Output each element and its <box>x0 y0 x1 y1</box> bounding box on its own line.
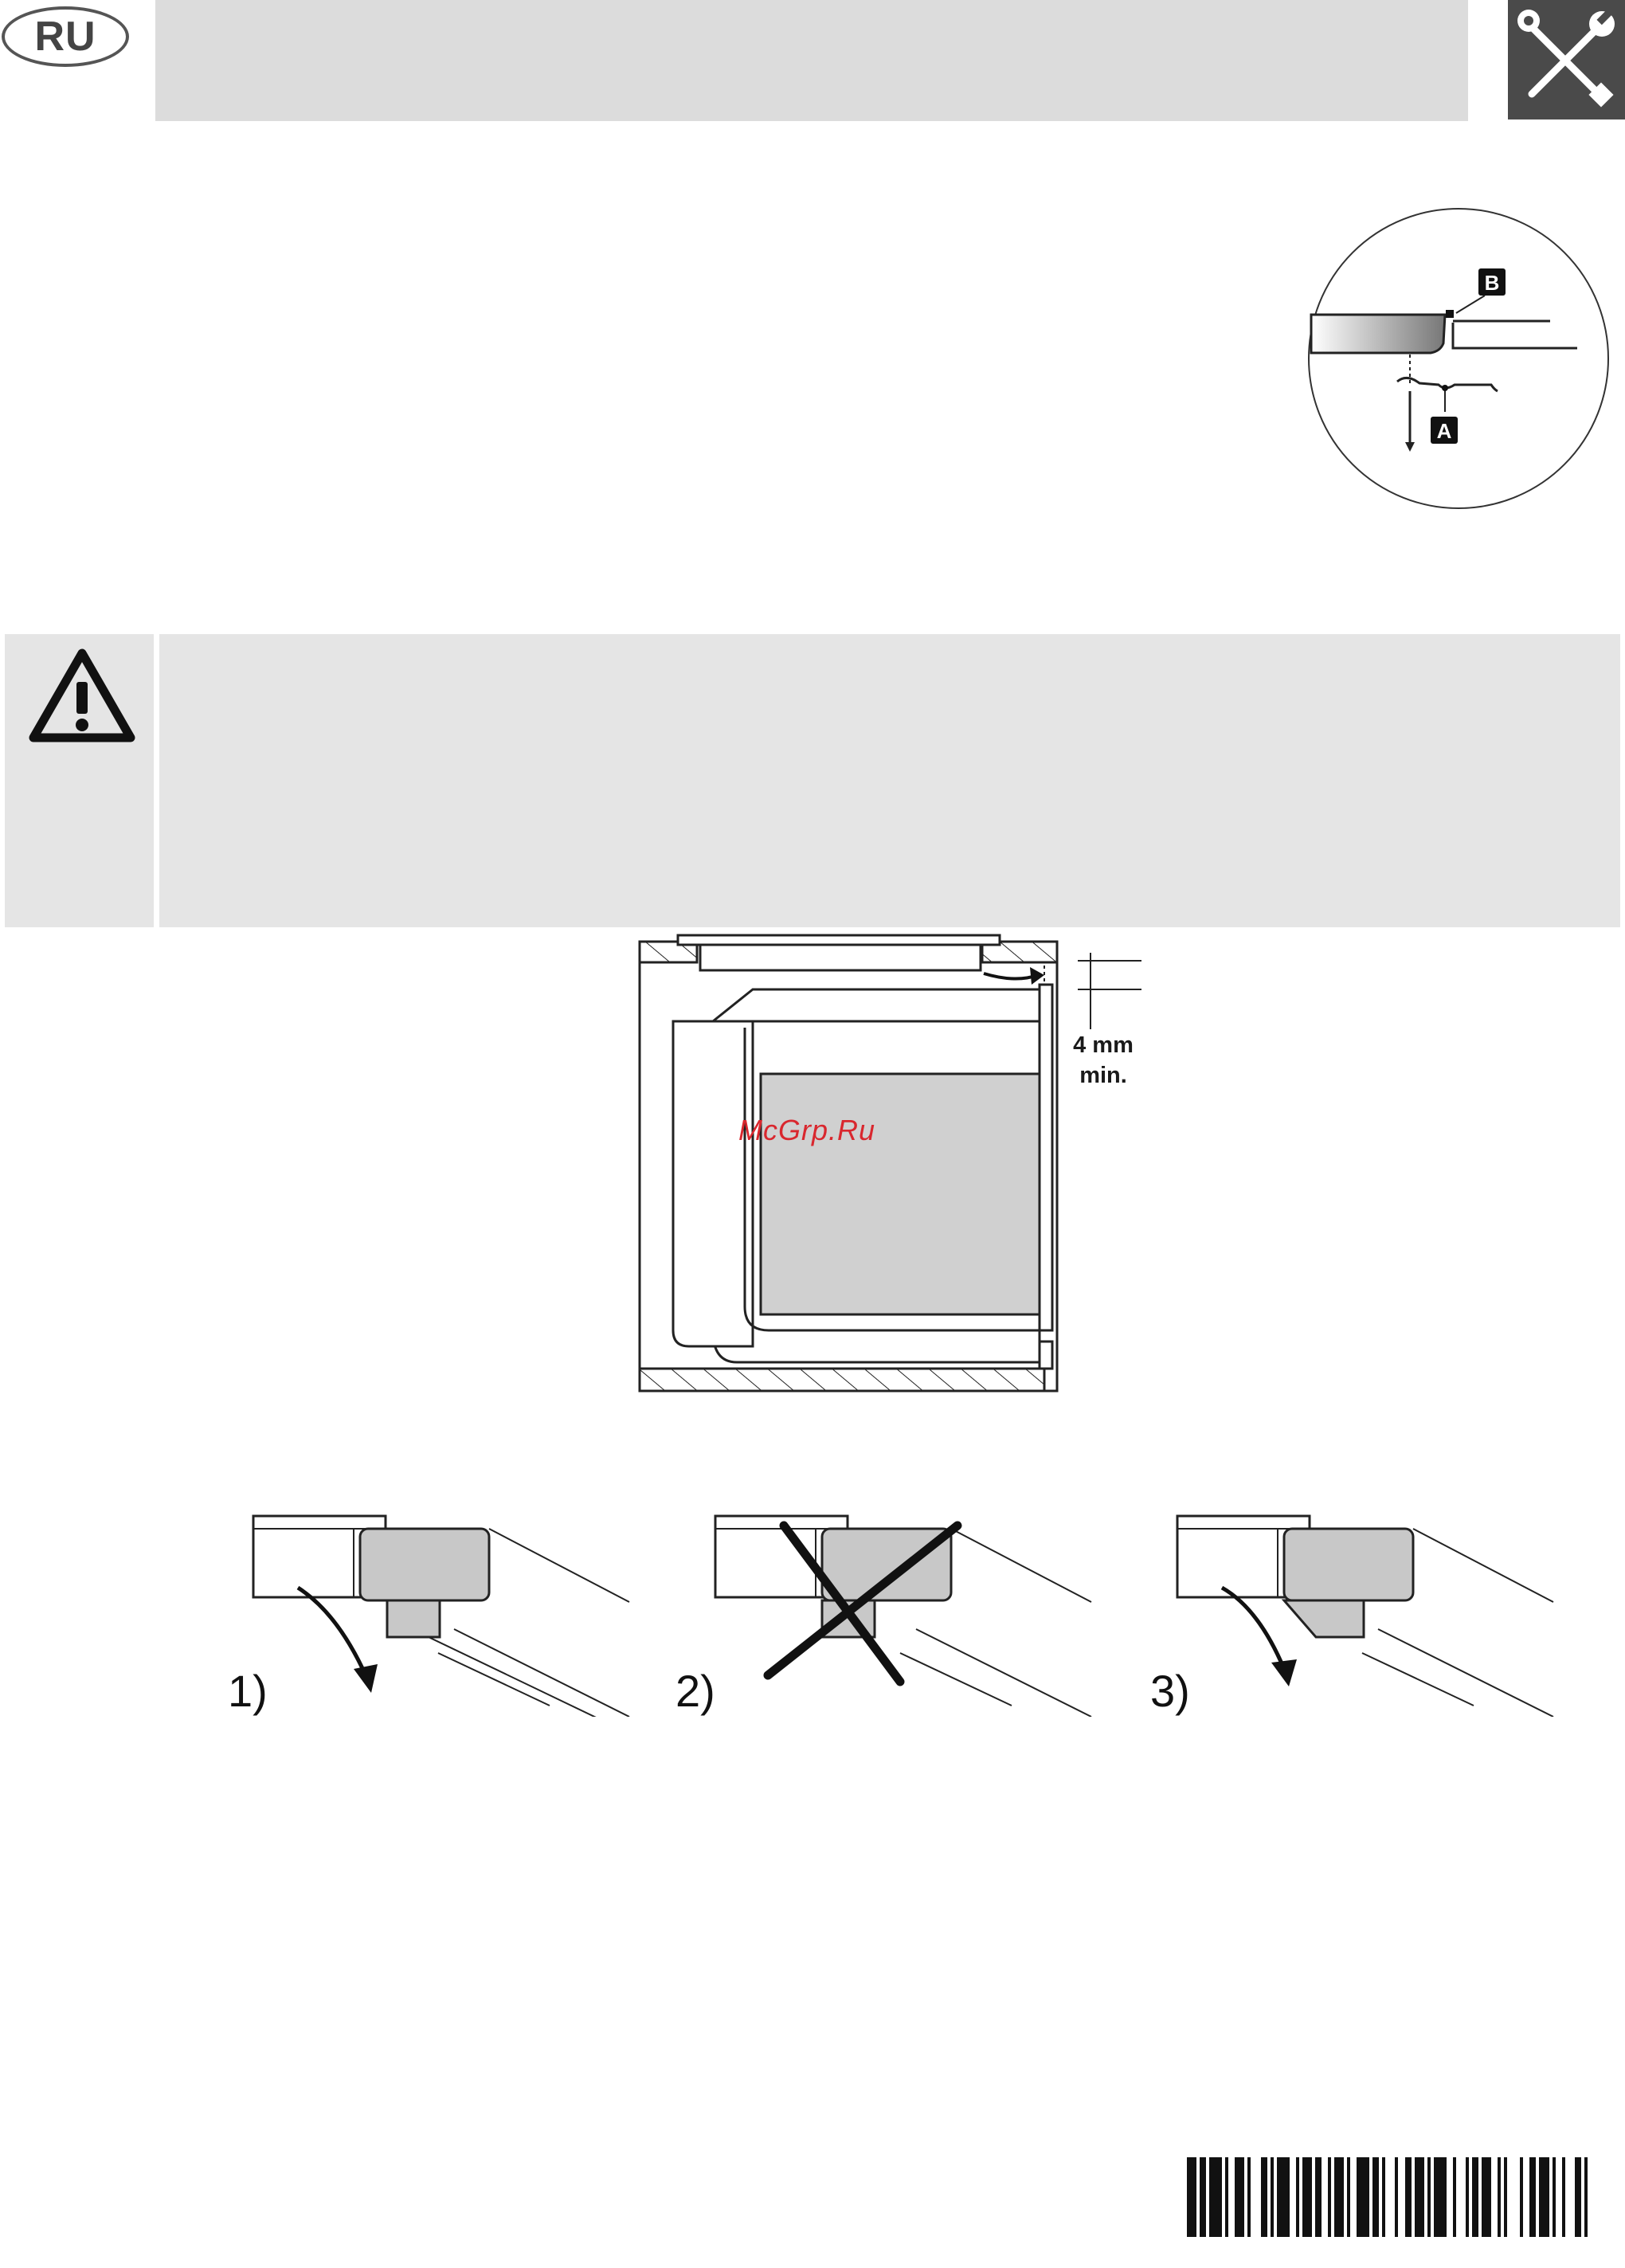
barcode-bar <box>1277 2157 1290 2237</box>
barcode-bar <box>1447 2157 1453 2237</box>
barcode-bar <box>1290 2157 1296 2237</box>
step-3-illustration <box>1171 1510 1569 1717</box>
barcode-bar <box>1322 2157 1328 2237</box>
barcode-bar <box>1588 2157 1600 2237</box>
barcode-bar <box>1261 2157 1267 2237</box>
tools-section-box <box>1508 0 1625 119</box>
barcode-bar <box>1200 2157 1206 2237</box>
oven-installation-diagram <box>633 932 1151 1402</box>
barcode-bar <box>1350 2157 1357 2237</box>
barcode-bar <box>1556 2157 1562 2237</box>
barcode-bar <box>1529 2157 1536 2237</box>
warning-triangle-icon <box>27 647 137 744</box>
warning-text-panel <box>159 634 1620 927</box>
barcode-bar <box>1539 2157 1549 2237</box>
barcode-bar <box>1209 2157 1222 2237</box>
barcode-bar <box>1491 2157 1498 2237</box>
barcode-bar <box>1415 2157 1424 2237</box>
dimension-value: 4 mm <box>1073 1032 1134 1058</box>
step-1-label: 1) <box>228 1666 268 1716</box>
barcode-bar <box>1385 2157 1395 2237</box>
barcode-bar <box>1405 2157 1412 2237</box>
barcode-bar <box>1334 2157 1344 2237</box>
language-badge: RU <box>2 6 129 67</box>
detail-callout <box>1303 203 1614 514</box>
barcode-bar <box>1251 2157 1260 2237</box>
dimension-suffix: min. <box>1079 1063 1127 1088</box>
barcode-bar <box>1575 2157 1581 2237</box>
step-2-label: 2) <box>675 1666 715 1716</box>
watermark: McGrp.Ru <box>738 1114 876 1146</box>
barcode <box>1187 2157 1601 2237</box>
barcode-bar <box>1398 2157 1404 2237</box>
barcode-bar <box>1482 2157 1491 2237</box>
barcode-bar <box>1357 2157 1369 2237</box>
barcode-bar <box>1235 2157 1244 2237</box>
header-bar <box>155 0 1468 121</box>
label-b: B <box>1484 271 1500 295</box>
wrench-screwdriver-icon <box>1508 0 1625 119</box>
label-a: A <box>1436 419 1452 443</box>
step-3-label: 3) <box>1150 1666 1190 1716</box>
barcode-bar <box>1472 2157 1478 2237</box>
barcode-bar <box>1434 2157 1447 2237</box>
barcode-bar <box>1228 2157 1235 2237</box>
step-1-illustration <box>247 1510 645 1717</box>
barcode-bar <box>1456 2157 1466 2237</box>
barcode-bar <box>1523 2157 1529 2237</box>
step-2-illustration <box>709 1510 1107 1717</box>
barcode-bar <box>1507 2157 1520 2237</box>
barcode-bar <box>1315 2157 1322 2237</box>
barcode-bar <box>1187 2157 1196 2237</box>
barcode-bar <box>1565 2157 1575 2237</box>
barcode-bar <box>1372 2157 1379 2237</box>
warning-icon-panel <box>5 634 154 927</box>
barcode-bar <box>1302 2157 1312 2237</box>
